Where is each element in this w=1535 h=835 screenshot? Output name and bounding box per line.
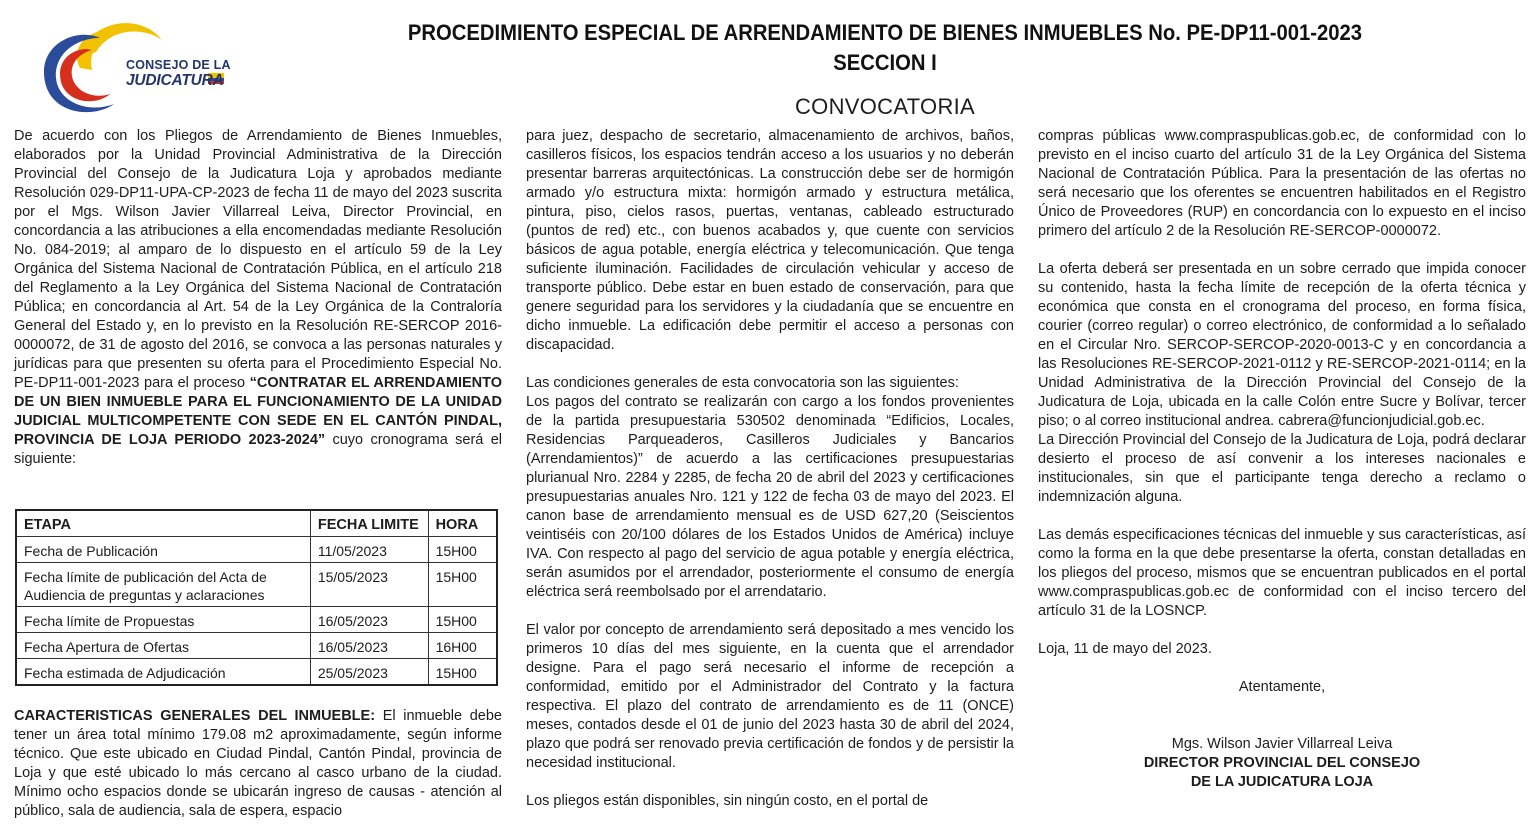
intro-paragraph — [14, 127, 502, 469]
table-header-row — [16, 510, 497, 537]
column-1 — [14, 127, 502, 469]
paragraph: para juez, despacho de secretario, almacenamiento de archivos, baños, casilleros físicos, los espacios tendrán acceso a los usuarios y no deberán presentar barreras arquitectónicas. La construcción debe ser de hormigón armado y/o estructura mixta: hormigón armado y estructura metálica, pintura, piso, cielos rasos, puertas, ventanas, cableado estructurado (puntos de red) etc., con buenos acabados y, que cuente con servicios básicos de agua potable, energía eléctrica y telecomunicación. Que tenga suficiente iluminación. Facilidades de circulación vehicular y acceso de transporte público. Debe estar en buen estado de conservación, para que genere seguridad para los servidores y la ciudadanía que se encuentre en dicho inmueble. La edificación debe permitir el acceso a personas con discapacidad. — [526, 128, 1014, 353]
row-etapa: Fecha límite de publicación del Acta de Audiencia de preguntas y aclaraciones — [16, 563, 310, 607]
row-hora: 15H00 — [428, 537, 497, 563]
row-fecha: 16/05/2023 — [310, 607, 428, 633]
row-hora: 15H00 — [428, 607, 497, 633]
row-etapa: Fecha de Publicación — [16, 537, 310, 563]
table-row — [16, 537, 497, 563]
logo-line-2: JUDICATURA — [126, 72, 224, 89]
row-hora: 15H00 — [428, 563, 497, 607]
document-title: PROCEDIMIENTO ESPECIAL DE ARRENDAMIENTO DE BIENES INMUEBLES No. PE-DP11-001-2023 — [407, 20, 1363, 45]
row-fecha: 11/05/2023 — [310, 537, 428, 563]
logo-blue-arc — [44, 35, 114, 112]
header-etapa: ETAPA — [16, 510, 310, 537]
row-hora: 16H00 — [428, 633, 497, 659]
logo-line-1: CONSEJO DE LA — [126, 58, 231, 72]
header-hora: HORA — [428, 510, 497, 537]
signer-title-line-1: DIRECTOR PROVINCIAL DEL CONSEJO — [1143, 755, 1421, 771]
paragraph: La Dirección Provincial del Consejo de la Judicatura de Loja, podrá declarar desierto el proceso de así convenir a los intereses nacionales e institucionales, sin que el participante tenga derecho a reclamo o indemnización alguna. — [1038, 432, 1526, 505]
section-label: SECCION I — [833, 50, 937, 75]
table-row — [16, 659, 497, 686]
paragraph: La oferta deberá ser presentada en un sobre cerrado que impida conocer su contenido, hasta la fecha límite de recepción de la oferta técnica y económica que consta en el cronograma del proceso, en forma física, courier (correo regular) o correo electrónico, de conformidad a lo señalado en el Circular Nro. SERCOP-SERCOP-2020-0013-C y en concordancia a las Resoluciones RE-SERCOP-2021-0112 y RE-SERCOP-2021-0114; en la Unidad Administrativa de la Dirección Provincial del Consejo de la Judicatura de Loja, ubicada en la calle Colón entre Sucre y Bolívar, tercer piso; o al correo institucional andrea. cabrera@funcionjudicial.gob.ec. — [1038, 261, 1526, 429]
paragraph: Las demás especificaciones técnicas del inmueble y sus características, así como la forma en la que debe presentarse la oferta, constan detalladas en los pliegos del proceso, mismos que se encuentran publicados en el portal www.compraspublicas.gob.ec de conformidad con el inciso tercero del artículo 31 de la LOSNCP. — [1038, 527, 1526, 619]
caracteristicas-text: El inmueble debe tener un área total mínimo 179.08 m2 aproximadamente, según informe técnico. Que este ubicado en Ciudad Pindal, Cantón Pindal, provincia de Loja y que esté ubicado lo más cercano al casco urbano de la ciudad. Mínimo ocho espacios donde se ubicarán ingreso de causas - atención al público, sala de audiencia, sala de espera, espacio — [14, 708, 502, 819]
table-row — [16, 607, 497, 633]
row-hora: 15H00 — [428, 659, 497, 686]
row-fecha: 25/05/2023 — [310, 659, 428, 686]
table-row — [16, 563, 497, 607]
caracteristicas-paragraph — [14, 707, 502, 821]
header-fecha-limite: FECHA LIMITE — [310, 510, 428, 537]
paragraph: compras públicas www.compraspublicas.gob.ec, de conformidad con lo previsto en el inciso cuarto del artículo 31 de la Ley Orgánica del Sistema Nacional de Contratación Pública. Para la presentación de las ofertas no será necesario que los oferentes se encuentren habilitados en el Registro Único de Proveedores (RUP) en concordancia con lo expuesto en el inciso primero del artículo 2 de la Resolución RE-SERCOP-0000072. — [1038, 128, 1526, 239]
column-2 — [526, 127, 1014, 811]
process-name: “CONTRATAR EL ARRENDAMIENTO DE UN BIEN INMUEBLE PARA EL FUNCIONAMIENTO DE LA UNIDAD JUDICIAL MULTICOMPETENTE CON SEDE EN EL CANTÓN PINDAL, PROVINCIA DE LOJA PERIODO 2023-2024” — [14, 375, 502, 448]
signer-title-line-2: DE LA JUDICATURA LOJA — [1190, 774, 1374, 790]
conditions-lead: Las condiciones generales de esta convocatoria son las siguientes: — [526, 375, 959, 391]
row-fecha: 15/05/2023 — [310, 563, 428, 607]
intro-text: De acuerdo con los Pliegos de Arrendamiento de Bienes Inmuebles, elaborados por la Unidad Provincial Administrativa de la Dirección Provincial del Consejo de la Judicatura Loja y aprobados mediante Resolución 029-DP11-UPA-CP-2023 de fecha 11 de mayo del 2023 suscrita por el Mgs. Wilson Javier Villarreal Leiva, Director Provincial, en concordancia a las atribuciones a ella encomendadas mediante Resolución No. 084-2019; al amparo de lo dispuesto en el artículo 59 de la Ley Orgánica del Sistema Nacional de Contratación Pública, en el artículo 218 del Reglamento a la Ley Orgánica del Sistema Nacional de Contratación Pública; en concordancia al Art. 54 de la Ley Orgánica de la Contraloría General del Estado y, en lo previsto en la Resolución RE-SERCOP 2016-0000072, de 31 de agosto del 2016, se convoca a las personas naturales y jurídicas para que presenten su oferta para el Procedimiento Especial No. PE-DP11-001-2023 para el proceso — [14, 128, 502, 391]
schedule-table — [15, 509, 498, 686]
intro-end-text: cuyo cronograma será el siguiente: — [14, 432, 502, 467]
paragraph: Los pagos del contrato se realizarán con cargo a los fondos provenientes de la partida presupuestaria 530502 denominada “Edificios, Locales, Residencias Parqueaderos, Casilleros Judiciales y Bancarios (Arrendamientos)” de acuerdo a las certificaciones presupuestarias plurianual Nro. 2284 y 2285, de fecha 20 de abril del 2023 y certificaciones presupuestarias anuales Nro. 121 y 122 de fecha 03 de mayo del 2023. El canon base de arrendamiento mensual es de USD 627,20 (Seiscientos veintiséis con 20/100 dólares de los Estados Unidos de América) incluye IVA. Con respecto al pago del servicio de agua potable y energía eléctrica, serán asumidos por el arrendador, posteriormente el consumo de energía eléctrica será reembolsado por el arrendatario. — [526, 394, 1014, 600]
paragraph: El valor por concepto de arrendamiento será depositado a mes vencido los primeros 10 días del mes siguiente, en la cuenta que el arrendador designe. Para el pago será necesario el informe de recepción a conformidad, emitido por el Administrador del Contrato y la factura respectiva. El plazo del contrato de arrendamiento es de 11 (ONCE) meses, contados desde el 01 de junio del 2023 hasta 30 de abril del 2024, plazo que podrá ser renovado previa certificación de fondos y de persistir la necesidad institucional. — [526, 622, 1014, 771]
row-etapa: Fecha límite de Propuestas — [16, 607, 310, 633]
paragraph: Los pliegos están disponibles, sin ningún costo, en el portal de — [526, 793, 929, 809]
row-etapa: Fecha estimada de Adjudicación — [16, 659, 310, 686]
column-3 — [1038, 127, 1526, 792]
table-row — [16, 633, 497, 659]
signer-name: Mgs. Wilson Javier Villarreal Leiva — [1171, 736, 1393, 752]
row-etapa: Fecha Apertura de Ofertas — [16, 633, 310, 659]
date-line: Loja, 11 de mayo del 2023. — [1038, 641, 1212, 657]
judicatura-logo — [38, 14, 234, 120]
convocatoria-heading: CONVOCATORIA — [794, 94, 976, 119]
closing-line: Atentamente, — [1238, 679, 1326, 695]
row-fecha: 16/05/2023 — [310, 633, 428, 659]
caracteristicas-heading: CARACTERISTICAS GENERALES DEL INMUEBLE: — [14, 708, 376, 724]
